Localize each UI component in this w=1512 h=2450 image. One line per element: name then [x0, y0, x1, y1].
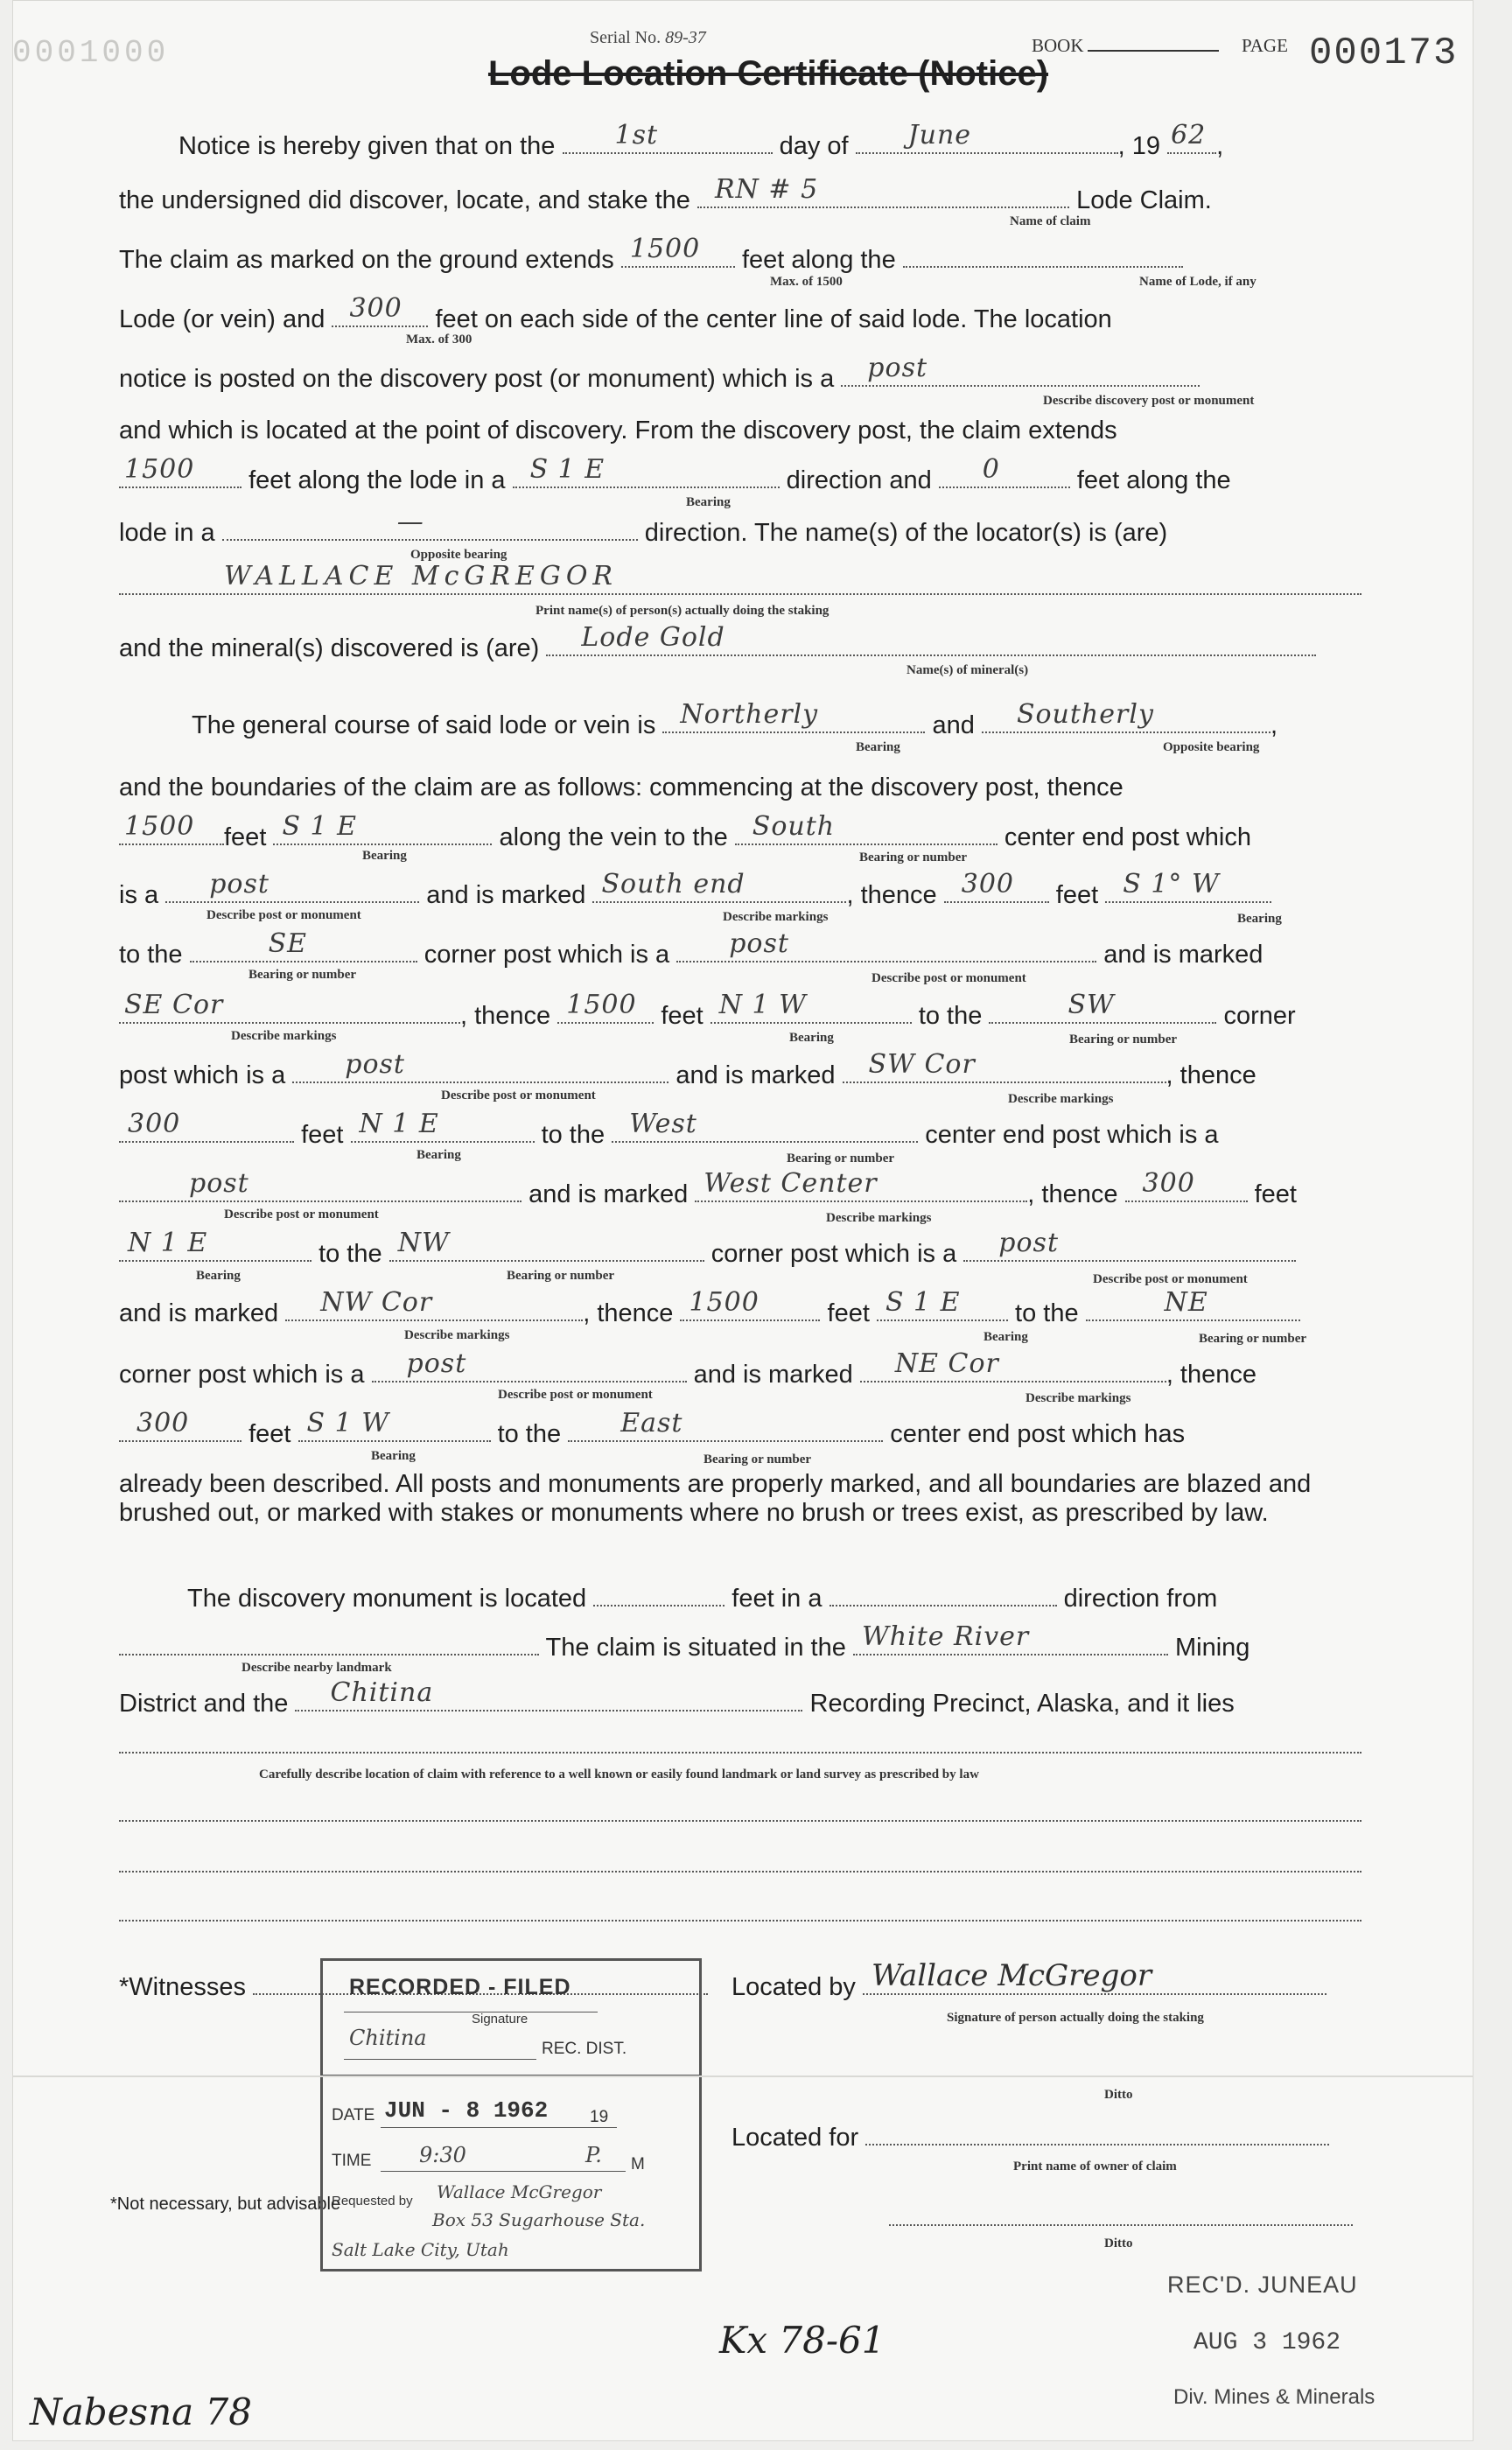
- page-label: PAGE: [1242, 35, 1288, 56]
- page-number: 000173: [1309, 32, 1459, 75]
- paper-fold: [12, 2076, 1474, 2077]
- notice-line-3: The claim as marked on the ground extends 1500 feet along the: [119, 245, 1183, 275]
- course-line-4: is a post and is marked South end , thence 300 feet S 1° W: [119, 880, 1271, 910]
- minerals-field: Lode Gold: [546, 634, 1316, 656]
- serial-number: Serial No. 89-37: [590, 28, 706, 47]
- extends-feet2-field: 0: [939, 466, 1070, 488]
- extends-feet-field: 1500: [119, 466, 242, 488]
- bearing-field: S 1 E: [513, 466, 780, 488]
- course-line-9: post and is marked West Center , thence 300 feet: [119, 1180, 1297, 1209]
- length-field: 1500: [621, 245, 735, 268]
- closing-paragraph: already been described. All posts and monuments are properly marked, and all boundaries are blazed and brushed out, or marked with stakes or monuments where no brush or trees exist, as prescribed by law.: [119, 1470, 1312, 1527]
- notice-line-7: 1500 feet along the lode in a S 1 E direction and 0 feet along the: [119, 466, 1231, 495]
- discovery-post-field: post: [841, 364, 1200, 387]
- minerals-line: and the mineral(s) discovered is (are) Lode Gold: [119, 634, 1316, 663]
- marginal-reference: Kx 78-61: [719, 2319, 886, 2362]
- course-line-5: to the SE corner post which is a post and is marked: [119, 928, 1264, 969]
- course1-field: Northerly: [662, 710, 925, 733]
- course-line-7: post which is a post and is marked SW Cor , thence: [119, 1049, 1256, 1089]
- course-line-12: corner post which is a post and is marked NE Cor , thence: [119, 1348, 1256, 1389]
- bottom-notation: Nabesna 78: [30, 2390, 252, 2433]
- course-line-8: 300 feet N 1 E to the West center end post which is a: [119, 1120, 1219, 1150]
- notice-line-2: the undersigned did discover, locate, and stake the RN # 5 Lode Claim.: [119, 174, 1212, 214]
- locator-line: [119, 561, 1362, 602]
- day-field: 1st: [563, 131, 773, 154]
- course-line-11: and is marked NW Cor , thence 1500 feet S 1 E to the NE: [119, 1298, 1300, 1328]
- notice-line-8: lode in a — direction. The name(s) of the locator(s) is (are): [119, 507, 1168, 547]
- received-stamp-date: AUG 3 1962: [1194, 2329, 1341, 2356]
- month-field: June: [856, 131, 1118, 154]
- year-field: 62: [1167, 131, 1216, 154]
- located-for-line: Located for: [732, 2123, 1329, 2152]
- course-line-2: and the boundaries of the claim are as follows: commencing at the discovery post, thence: [119, 774, 1124, 802]
- width-field: 300: [332, 304, 428, 327]
- corner-stamp: 0001000: [12, 35, 170, 71]
- course2-field: Southerly: [982, 710, 1270, 733]
- notice-line-5: notice is posted on the discovery post (or monument) which is a post: [119, 364, 1200, 394]
- course-line-6: SE Cor , thence 1500 feet N 1 W to the SW corner: [119, 1001, 1296, 1031]
- notice-line-4: Lode (or vein) and 300 feet on each side of the center line of said lode. The location: [119, 293, 1112, 333]
- opposite-bearing-field: —: [222, 518, 638, 541]
- notice-line-6: and which is located at the point of discovery. From the discovery post, the claim extends: [119, 416, 1117, 444]
- course-line-13: 300 feet S 1 W to the East center end post which has: [119, 1419, 1185, 1449]
- witnesses-line: *Witnesses: [119, 1972, 708, 2002]
- recorded-filed-stamp: RECORDED - FILED Signature Chitina REC. DIST. DATE JUN - 8 1962 19 TIME 9:30 P. M Requested by Wallace McGregor Box 53 Sugarhouse Sta. Salt Lake City, Utah: [320, 1958, 702, 2272]
- form-title: Lode Location Certificate (Notice): [487, 54, 1049, 93]
- received-stamp-line-1: REC'D. JUNEAU: [1167, 2272, 1358, 2298]
- discovery-line-2: The claim is situated in the White River Mining: [119, 1633, 1250, 1662]
- course-line-10: N 1 E to the NW corner post which is a post: [119, 1239, 1296, 1269]
- received-stamp-line-3: Div. Mines & Minerals: [1173, 2385, 1376, 2409]
- certificate-page: 0001000 Serial No. 89-37 BOOK PAGE 000173 Lode Location Certificate (Notice) Notice is hereby given that on the 1st day of June , 19 62 , the undersigned did discover, locate, and stake the RN # 5 Lode Claim. Name of claim The claim as marked on the ground extends 1500 feet along the Max. of 1500 Name of Lode, if any Lode (or vein) and 300 feet on each side of the center line of said lode. The location Max. of 300 notice is posted on the discovery post (or monument) which is a post Describe discovery post or monument and which is located at the point of discovery. From the discovery post, the claim extends 1500 feet along the lode in a S 1 E direction and 0 feet along the Bearing lode in a — direction. The name(s) of the locator(s) is (are) Opposite bearing WALLACE McGREGOR Print name(s) of person(s) actually doing the staking and the mineral(s) discovered is (are) Lode Gold Name(s) of mineral(s) The general course of said lode or vein is Northerly and Southerly , Bearing Opposite bearing and the boundaries of the claim are as follows: commencing at the discovery post, thence 1500 feet S 1 E along the vein to the South center end post which Bearing Bearing or number is a post and is marked South end , thence 300 feet S 1° W Describe post or monument Describe markings Bearing to the SE corner post which is a post and is marked Bearing or number Describe post or monument SE Cor , thence 1500 feet N 1 W to the SW corner Describe markings Bearing Bearing or number post which is a post and is marked SW Cor , thence Describe post or monument Describe markings 300 feet N 1 E to the West center end post which is a Bearing Bearing or number post and is marked West Center , thence 300 feet Describe post or monument Describe markings N 1 E to the NW corner post which is a post Bearing Bearing or number Describe post or monument and is marked NW Cor , thence 1500 feet S 1 E to the NE Describe markings Bearing Bearing or number corner post which is a post and is marked NE Cor , thence Describe post or monument Describe markings 300 feet S 1 W to the East center end post which has Bearing Bearing or number already been described. All posts and monuments are properly marked, and all boundaries are blazed and brushed out, or marked with stakes or monuments where no brush or trees exist, as prescribed by law. The discovery monument is located feet in a direction from The claim is situated in the White River Mining Describe nearby landmark District and the Chitina Recording Precinct, Alaska, and it lies Carefully describe location of claim with reference to a well known or easily found landmark or land survey as prescribed by law *Witnesses Located by Wallace McGregor Signature of person actually doing the staking Ditto Located for Print name of owner of claim Ditto *Not necessary, but advisable RECORDED - FILED Signature Chitina REC. DIST. DATE JUN - 8 1962 19 TIME 9:30 P. M Requested by Wallace McGregor Box 53 Sugarhouse Sta. Salt Lake City, Utah REC'D. JUNEAU AUG 3 1962 Div. Mines & Minerals Kx 78-61 Nabesna 78: [12, 0, 1474, 2441]
- claim-name-field: RN # 5: [697, 186, 1069, 208]
- footnote: *Not necessary, but advisable: [110, 2194, 341, 2214]
- discovery-line-3: District and the Chitina Recording Precinct, Alaska, and it lies: [119, 1677, 1235, 1718]
- located-by-line: Located by Wallace McGregor: [732, 1972, 1326, 2002]
- discovery-line-1: The discovery monument is located feet in a direction from: [187, 1585, 1218, 1613]
- course-line-3: 1500 feet S 1 E along the vein to the South center end post which: [119, 822, 1251, 852]
- course-line-1: The general course of said lode or vein is Northerly and Southerly ,: [192, 699, 1278, 739]
- locator-field: WALLACE McGREGOR: [119, 572, 1362, 595]
- notice-line-1: Notice is hereby given that on the 1st day of June , 19 62 ,: [178, 120, 1224, 160]
- located-by-signature: Wallace McGregor: [871, 1958, 1152, 1993]
- lode-name-field: [903, 245, 1183, 268]
- book-field: BOOK: [1032, 35, 1219, 57]
